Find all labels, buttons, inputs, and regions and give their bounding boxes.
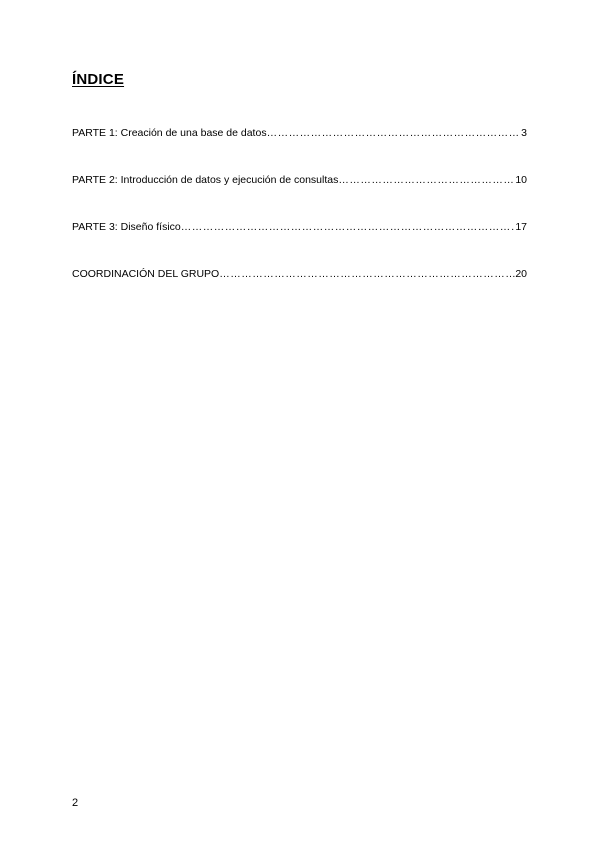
toc-dot-leader: [181, 219, 516, 235]
toc-dot-leader: [219, 266, 515, 282]
toc-entry: [72, 266, 527, 282]
toc-entry-page: 10: [515, 174, 527, 186]
page-number: 2: [72, 797, 79, 809]
toc-entry: [72, 125, 527, 141]
toc-dot-leader: [338, 172, 515, 188]
toc-entry-page: 3: [521, 127, 527, 139]
index-title: ÍNDICE: [72, 71, 125, 88]
toc-entry: [72, 172, 527, 188]
toc-entry-label: COORDINACIÓN DEL GRUPO: [72, 268, 220, 280]
toc-entry-page: 20: [515, 268, 527, 280]
toc-entry: [72, 219, 527, 235]
toc-entry-label: PARTE 1: Creación de una base de datos: [72, 127, 267, 139]
toc-dot-leader: [267, 125, 522, 141]
toc-entry-label: PARTE 3: Diseño físico: [72, 221, 181, 233]
toc-entry-label: PARTE 2: Introducción de datos y ejecución de consultas: [72, 174, 339, 186]
table-of-contents: [72, 125, 527, 313]
toc-entry-page: 17: [515, 221, 527, 233]
